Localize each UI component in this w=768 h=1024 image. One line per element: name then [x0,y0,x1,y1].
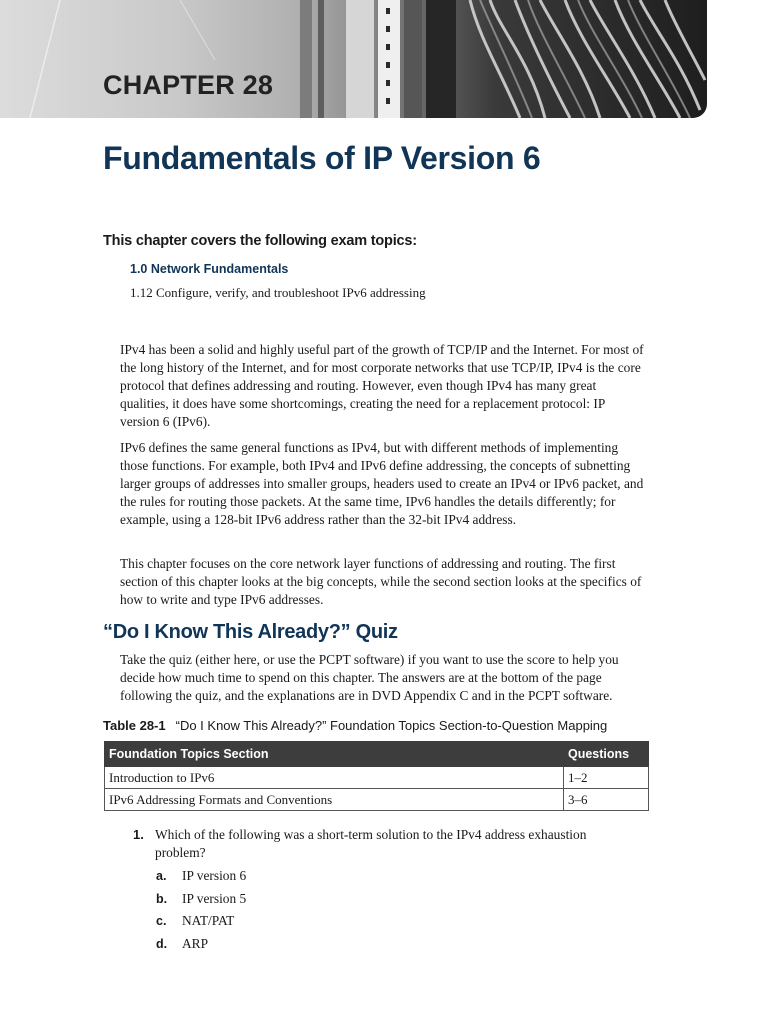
answer-letter: b. [156,892,168,906]
body-paragraph: IPv4 has been a solid and highly useful part of the growth of TCP/IP and the Internet. For most of the long history of the Internet, and for most corporate networks that use TCP/IP, IPv4 is the core protocol that defines addressing and routing. However, even though IPv4 has many great qualities, it does have some shortcomings, creating the need for a replacement protocol: IP version 6 (IPv6). [120,342,644,429]
table-cell: Introduction to IPv6 [105,767,564,789]
table-header-cell: Foundation Topics Section [105,742,564,767]
body-paragraph: IPv6 defines the same general functions as IPv4, but with different methods of implementing those functions. For example, both IPv4 and IPv6 define addressing, the concepts of subnetting larger groups of addresses into smaller groups, headers used to create an IPv4 or IPv6 packet, and the rules for routing those packets. At the same time, IPv6 handles the details differently; for example, using a 128-bit IPv6 address rather than the 32-bit IPv4 address. [120,440,644,527]
question-number: 1. [133,827,144,842]
answer-text: IP version 5 [182,891,247,906]
answer-text: NAT/PAT [182,913,235,928]
exam-topic-section: 1.0 Network Fundamentals [130,262,289,276]
answer-text: ARP [182,936,209,951]
body-paragraph: This chapter focuses on the core network layer functions of addressing and routing. The first section of this chapter looks at the big concepts, while the second section looks at the specifics of how to write and type IPv6 addresses. [120,556,642,607]
answer-letter: a. [156,869,167,883]
mapping-table [104,741,649,811]
chapter-banner [0,0,707,118]
table-cell: IPv6 Addressing Formats and Conventions [105,789,564,811]
exam-topic-item: 1.12 Configure, verify, and troubleshoot IPv6 addressing [130,285,426,300]
quiz-heading: “Do I Know This Already?” Quiz [103,621,398,643]
table-header-row [105,742,649,767]
table-caption [103,718,607,733]
exam-topics-intro: This chapter covers the following exam topics: [103,233,417,249]
answer-letter: c. [156,914,167,928]
table-row [105,789,649,811]
table-cell: 3–6 [564,789,649,811]
question-text: Which of the following was a short-term solution to the IPv4 address exhaustion problem? [155,827,587,860]
page-title: Fundamentals of IP Version 6 [103,140,541,176]
table-row [105,767,649,789]
table-cell: 1–2 [564,767,649,789]
answer-text: IP version 6 [182,868,247,883]
quiz-intro: Take the quiz (either here, or use the PCPT software) if you want to use the score to help you decide how much time to spend on this chapter. The answers are at the bottom of the page following the quiz, and the explanations are in DVD Appendix C and in the PCPT software. [120,652,619,703]
chapter-label: CHAPTER 28 [103,70,274,100]
answer-letter: d. [156,937,168,951]
table-header-cell: Questions [564,742,649,767]
table-caption-text: “Do I Know This Already?” Foundation Topics Section-to-Question Mapping [175,718,608,733]
table-number: Table 28-1 [103,718,166,733]
